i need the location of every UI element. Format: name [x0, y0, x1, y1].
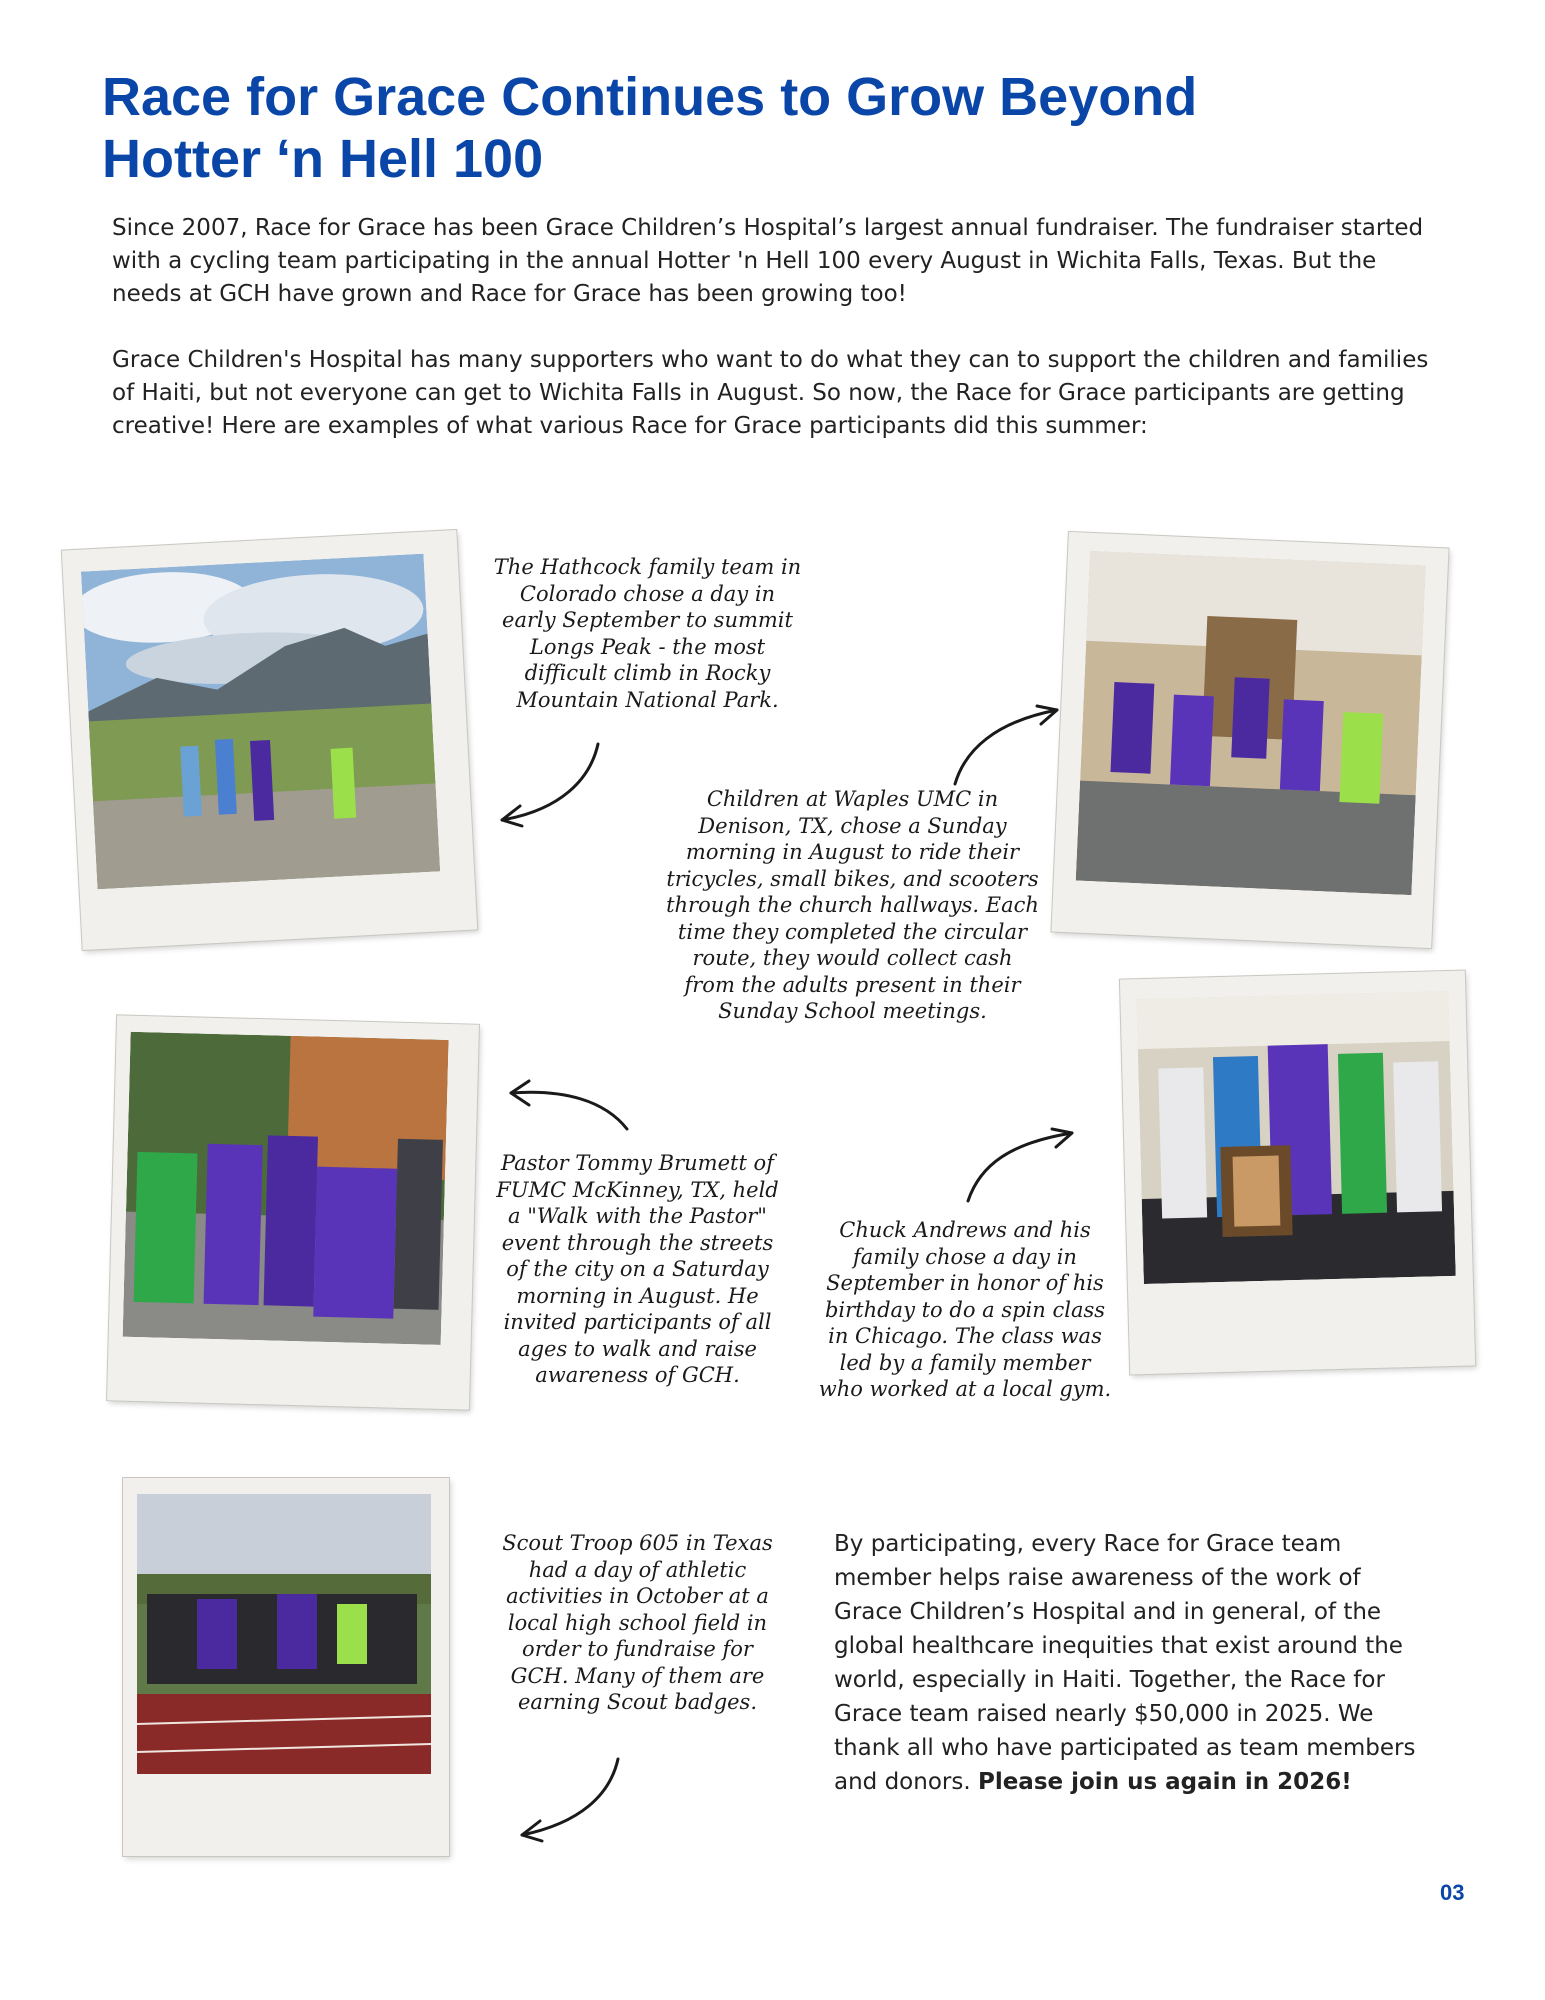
arrow-to-waples-icon [945, 700, 1065, 790]
photo-longs-peak [81, 554, 440, 890]
caption-pastor-brumett: Pastor Tommy Brumett of FUMC McKinney, TX, held a "Walk with the Pastor" event through the streets of the city on a Saturday morning in August. He invited participants of all ages to walk and raise awareness of GCH. [496, 1151, 779, 1387]
photo-waples-umc [1076, 551, 1426, 895]
photo-walk-with-pastor [123, 1032, 449, 1345]
arrow-to-walk-pastor-icon [505, 1075, 635, 1135]
polaroid-spin-class [1120, 971, 1475, 1375]
polaroid-walk-with-pastor [107, 1015, 479, 1409]
intro-paragraph-1: Since 2007, Race for Grace has been Grace Children’s Hospital’s largest annual fundraiser. The fundraiser started with a cycling team participating in the annual Hotter 'n Hell 100 every August in Wichita Falls, Texas. But the needs at GCH have grown and Race for Grace has been growing too! [112, 215, 1424, 307]
polaroid-waples-umc [1051, 532, 1448, 948]
arrow-to-spin-class-icon [960, 1125, 1080, 1205]
caption-waples-umc: Children at Waples UMC in Denison, TX, chose a Sunday morning in August to ride their tricycles, small bikes, and scooters through the church hallways. Each time they completed the circular route, they would collect cash from the adults present in their Sunday School meetings. [666, 787, 1039, 1023]
page-title-line-1: Race for Grace Continues to Grow Beyond [102, 67, 1198, 127]
closing-paragraph [834, 1527, 1434, 1799]
photo-scout-troop [137, 1494, 431, 1774]
closing-text: By participating, every Race for Grace team member helps raise awareness of the work of Grace Children’s Hospital and in general, of the global healthcare inequities that exist around the world, especially in Haiti. Together, the Race for Grace team raised nearly $50,000 in 2025. We thank all who have participated as team members and donors. [834, 1531, 1416, 1795]
intro-text [112, 212, 1442, 476]
caption-chuck-andrews: Chuck Andrews and his family chose a day in September in honor of his birthday to do a spin class in Chicago. The class was led by a family member who worked at a local gym. [818, 1218, 1112, 1401]
page-number: 03 [1440, 1880, 1465, 1905]
photo-spin-class [1136, 991, 1455, 1284]
page-title-line-2: Hotter ‘n Hell 100 [102, 129, 544, 189]
closing-call-to-action: Please join us again in 2026! [977, 1769, 1352, 1795]
arrow-to-longs-peak-icon [490, 740, 610, 830]
intro-paragraph-2: Grace Children's Hospital has many supporters who want to do what they can to support the children and families of Haiti, but not everyone can get to Wichita Falls in August. So now, the Race for Grace participants are getting creative! Here are examples of what various Race for Grace participants did this summer: [112, 347, 1429, 439]
polaroid-longs-peak [62, 530, 477, 950]
caption-hathcock-family: The Hathcock family team in Colorado chose a day in early September to summit Longs Peak - the most difficult climb in Rocky Mountain National Park. [493, 555, 802, 712]
page-title [102, 66, 1402, 190]
polaroid-scout-troop [123, 1478, 449, 1856]
arrow-to-scout-troop-icon [510, 1755, 630, 1845]
caption-scout-troop: Scout Troop 605 in Texas had a day of athletic activities in October at a local high school field in order to fundraise for GCH. Many of them are earning Scout badges. [502, 1531, 773, 1714]
